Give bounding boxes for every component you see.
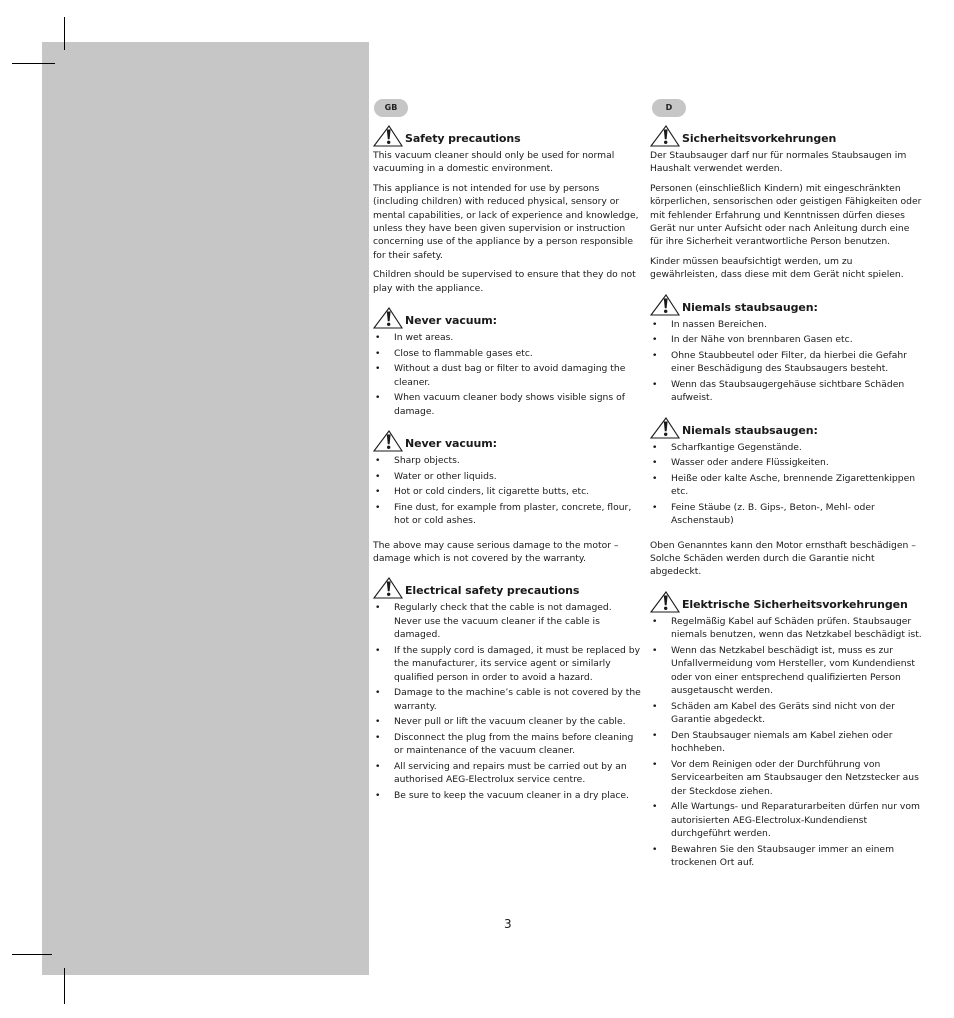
section-title: Niemals staubsaugen: [682, 300, 818, 314]
section-title: Electrical safety precautions [405, 584, 580, 598]
list-item-text: Scharfkantige Gegenstände. [671, 441, 802, 453]
section-title: Safety precautions [405, 132, 521, 145]
warning-triangle-icon [650, 125, 680, 147]
list-item [373, 715, 641, 728]
warning-triangle-icon [650, 591, 680, 613]
bullet-glyph: • [375, 789, 381, 801]
list-item [650, 441, 922, 454]
bullet-glyph: • [375, 392, 381, 404]
bullet-glyph: • [652, 615, 658, 627]
list-item-text: Den Staubsauger niemals am Kabel ziehen oder hochheben. [671, 729, 893, 755]
paragraph: This appliance is not intended for use by persons (including children) with reduced physical, sensory or mental capabilities, or lack of experience and knowledge, unless they have been given supervision or instruction concerning use of the appliance by a person responsible for their safety. [373, 182, 639, 261]
bullet-glyph: • [375, 470, 381, 482]
list-item [373, 470, 641, 483]
section-heading [650, 123, 922, 147]
list-item-text: All servicing and repairs must be carried out by an authorised AEG-Electrolux service centre. [394, 760, 627, 786]
bullet-glyph: • [375, 332, 381, 344]
column-english [373, 95, 641, 804]
section-title: Sicherheitsvorkehrungen [682, 132, 837, 145]
paragraph: Children should be supervised to ensure that they do not play with the appliance. [373, 269, 636, 294]
list-item-text: Regelmäßig Kabel auf Schäden prüfen. Staubsauger niemals benutzen, wenn das Netzkabel beschädigt ist. [671, 615, 922, 641]
bullet-list [650, 441, 922, 528]
list-item [650, 700, 922, 727]
bullet-glyph: • [375, 687, 381, 699]
warning-triangle-icon [373, 577, 403, 599]
bullet-list [373, 601, 641, 802]
list-item [650, 349, 922, 376]
section [650, 292, 922, 405]
paragraph: The above may cause serious damage to the motor – damage which is not covered by the warranty. [373, 539, 619, 565]
list-item [373, 501, 641, 528]
bullet-glyph: • [375, 501, 381, 513]
warning-triangle-icon [373, 430, 403, 452]
list-item-text: Bewahren Sie den Staubsauger immer an einem trockenen Ort auf. [671, 843, 895, 868]
list-item-text: Heiße oder kalte Asche, brennende Zigarettenkippen etc. [671, 472, 916, 498]
bullet-glyph: • [375, 644, 381, 656]
list-item [650, 378, 922, 405]
bullet-glyph: • [375, 486, 381, 498]
bullet-glyph: • [652, 457, 658, 469]
paragraph: Kinder müssen beaufsichtigt werden, um zu gewährleisten, dass diese mit dem Gerät nicht spielen. [650, 255, 904, 281]
section [650, 415, 922, 579]
section-title: Never vacuum: [405, 437, 497, 451]
language-badge: GB [374, 99, 408, 117]
list-item [373, 391, 641, 418]
list-item [373, 454, 641, 467]
list-item [650, 615, 922, 642]
list-item-text: When vacuum cleaner body shows visible signs of damage. [394, 392, 625, 417]
bullet-glyph: • [652, 472, 658, 484]
section [373, 575, 641, 802]
bullet-glyph: • [375, 731, 381, 743]
list-item [650, 333, 922, 346]
list-item-text: Sharp objects. [394, 455, 460, 467]
crop-mark-bottom-horizontal [12, 954, 52, 955]
list-item-text: Schäden am Kabel des Geräts sind nicht von der Garantie abgedeckt. [671, 700, 895, 726]
bullet-list [650, 615, 922, 869]
bullet-glyph: • [375, 347, 381, 359]
bullet-glyph: • [375, 716, 381, 728]
list-item-text: Vor dem Reinigen oder der Durchführung von Servicearbeiten am Staubsauger den Netzstecker aus der Steckdose ziehen. [671, 758, 919, 797]
bullet-glyph: • [652, 318, 658, 330]
bullet-glyph: • [652, 378, 658, 390]
section-heading [373, 305, 641, 329]
list-item [373, 760, 641, 787]
section [373, 305, 641, 418]
section-list [650, 123, 922, 869]
bullet-glyph: • [652, 334, 658, 346]
bullet-glyph: • [652, 349, 658, 361]
list-item-text: Close to flammable gases etc. [394, 347, 533, 359]
section [650, 123, 922, 282]
crop-mark-bottom-vertical [64, 968, 65, 1004]
paragraph: Personen (einschließlich Kindern) mit eingeschränkten körperlichen, sensorischen oder geistigen Fähigkeiten oder mit fehlender Erfahrung und Kenntnissen dürfen dieses Gerät nur unter Aufsicht oder nach Anleitung durch eine für ihre Sicherheit verantwortliche Person benutzen. [650, 182, 922, 248]
list-item [650, 472, 922, 499]
list-item [373, 347, 641, 360]
list-item [650, 456, 922, 469]
list-item-text: Regularly check that the cable is not damaged. Never use the vacuum cleaner if the cable is damaged. [394, 602, 612, 641]
list-item [650, 501, 922, 528]
list-item [650, 843, 922, 870]
section-heading [373, 428, 641, 452]
paragraph: This vacuum cleaner should only be used for normal vacuuming in a domestic environment. [373, 150, 615, 175]
list-item [373, 362, 641, 389]
list-item-text: In der Nähe von brennbaren Gasen etc. [671, 334, 853, 346]
bullet-glyph: • [652, 700, 658, 712]
list-item [650, 729, 922, 756]
list-item-text: In wet areas. [394, 332, 454, 344]
list-item [373, 644, 641, 684]
crop-mark-top-vertical [64, 17, 65, 50]
list-item-text: Ohne Staubbeutel oder Filter, da hierbei die Gefahr einer Beschädigung des Staubsaugers besteht. [671, 349, 907, 375]
section [373, 428, 641, 565]
page-number: 3 [504, 917, 512, 931]
list-item-text: Wenn das Staubsaugergehäuse sichtbare Schäden aufweist. [671, 378, 905, 404]
bullet-glyph: • [375, 363, 381, 375]
crop-mark-top-horizontal [12, 63, 55, 64]
bullet-glyph: • [375, 602, 381, 614]
gray-side-panel [42, 42, 369, 975]
section-heading [650, 292, 922, 316]
warning-triangle-icon [650, 294, 680, 316]
list-item [373, 789, 641, 802]
section-list [373, 123, 641, 802]
list-item [373, 601, 641, 641]
list-item [650, 800, 922, 840]
section-title: Elektrische Sicherheitsvorkehrungen [682, 597, 908, 611]
section-heading [373, 123, 641, 147]
bullet-glyph: • [652, 441, 658, 453]
list-item-text: Alle Wartungs- und Reparaturarbeiten dürfen nur vom autorisierten AEG-Electrolux-Kundendienst durchgeführt werden. [671, 801, 920, 839]
list-item-text: Water or other liquids. [394, 470, 497, 482]
list-item [373, 485, 641, 498]
section-heading [373, 575, 641, 599]
bullet-list [373, 454, 641, 528]
section [650, 589, 922, 869]
warning-triangle-icon [650, 417, 680, 439]
bullet-glyph: • [652, 843, 658, 855]
column-german [650, 95, 922, 872]
list-item-text: Be sure to keep the vacuum cleaner in a dry place. [394, 789, 629, 801]
bullet-glyph: • [652, 501, 658, 513]
list-item [373, 331, 641, 344]
section [373, 123, 641, 295]
list-item-text: Feine Stäube (z. B. Gips-, Beton-, Mehl- oder Aschenstaub) [671, 501, 875, 527]
list-item [373, 686, 641, 713]
list-item [650, 644, 922, 698]
bullet-glyph: • [375, 760, 381, 772]
list-item-text: Fine dust, for example from plaster, concrete, flour, hot or cold ashes. [394, 501, 632, 527]
bullet-glyph: • [652, 801, 658, 813]
list-item-text: Disconnect the plug from the mains before cleaning or maintenance of the vacuum cleaner. [394, 731, 634, 757]
list-item-text: In nassen Bereichen. [671, 318, 767, 330]
list-item-text: Hot or cold cinders, lit cigarette butts, etc. [394, 486, 590, 498]
list-item [650, 318, 922, 331]
list-item-text: Never pull or lift the vacuum cleaner by the cable. [394, 716, 626, 728]
paragraph: Oben Genanntes kann den Motor ernsthaft beschädigen – Solche Schäden werden durch die Garantie nicht abgedeckt. [650, 539, 916, 578]
bullet-list [650, 318, 922, 405]
section-heading [650, 415, 922, 439]
list-item-text: If the supply cord is damaged, it must be replaced by the manufacturer, its service agent or similarly qualified person in order to avoid a hazard. [394, 644, 641, 683]
section-title: Never vacuum: [405, 314, 497, 328]
list-item-text: Wasser oder andere Flüssigkeiten. [671, 457, 829, 469]
bullet-glyph: • [375, 455, 381, 467]
warning-triangle-icon [373, 125, 403, 147]
list-item [650, 758, 922, 798]
bullet-glyph: • [652, 758, 658, 770]
list-item-text: Damage to the machine’s cable is not covered by the warranty. [394, 687, 641, 712]
bullet-glyph: • [652, 644, 658, 656]
list-item-text: Wenn das Netzkabel beschädigt ist, muss es zur Unfallvermeidung vom Hersteller, vom Kundendienst oder von einer entsprechend qualifizierten Person ausgetauscht werden. [671, 644, 915, 697]
section-heading [650, 589, 922, 613]
language-badge: D [652, 99, 686, 117]
list-item [373, 731, 641, 758]
paragraph: Der Staubsauger darf nur für normales Staubsaugen im Haushalt verwendet werden. [650, 150, 907, 175]
section-title: Niemals staubsaugen: [682, 423, 818, 437]
warning-triangle-icon [373, 307, 403, 329]
bullet-list [373, 331, 641, 418]
bullet-glyph: • [652, 729, 658, 741]
list-item-text: Without a dust bag or filter to avoid damaging the cleaner. [394, 363, 626, 388]
